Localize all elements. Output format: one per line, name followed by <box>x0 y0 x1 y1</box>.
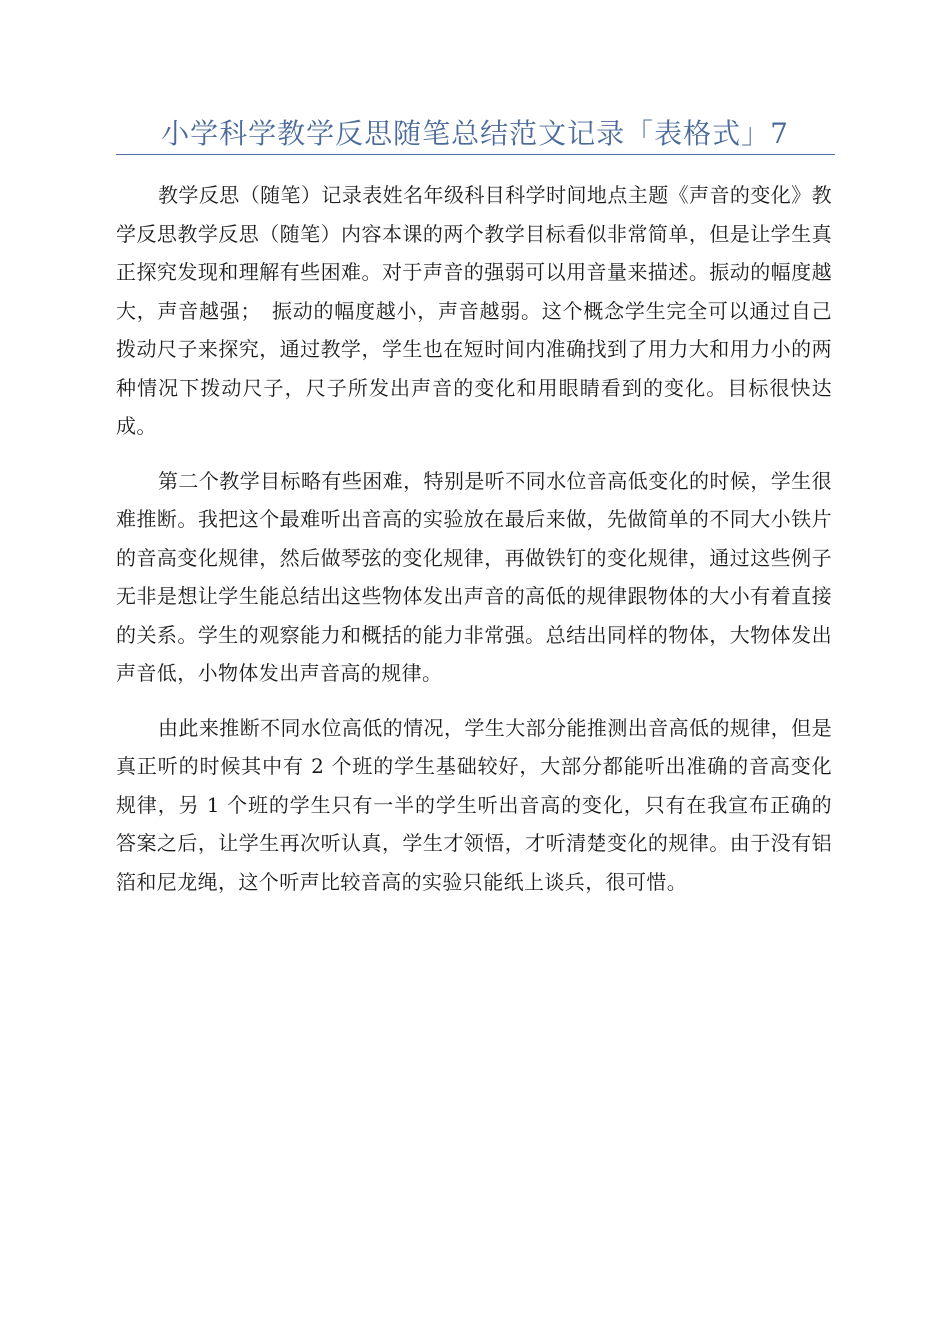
paragraph-3: 由此来推断不同水位高低的情况，学生大部分能推测出音高低的规律，但是真正听的时候其中有 2 个班的学生基础较好，大部分都能听出准确的音高变化规律，另 1 个班的学生只有一半的学生听出音高的变化，只有在我宣布正确的答案之后，让学生再次听认真，学生才领悟，才听清楚变化的规律。由于没有铝箔和尼龙绳，这个听声比较音高的实验只能纸上谈兵，很可惜。 <box>116 715 832 894</box>
paragraph-1: 教学反思（随笔）记录表姓名年级科目科学时间地点主题《声音的变化》教学反思教学反思（随笔）内容本课的两个教学目标看似非常简单，但是让学生真正探究发现和理解有些困难。对于声音的强弱可以用音量来描述。振动的幅度越大，声音越强； 振动的幅度越小，声音越弱。这个概念学生完全可以通过自己拨动尺子来探究，通过教学，学生也在短时间内准确找到了用力大和用力小的两种情况下拨动尺子，尺子所发出声音的变化和用眼睛看到的变化。目标很快达成。 <box>116 183 832 438</box>
title-underline <box>116 154 835 155</box>
document-body <box>116 176 832 917</box>
paragraph-2: 第二个教学目标略有些困难，特别是听不同水位音高低变化的时候，学生很难推断。我把这个最难听出音高的实验放在最后来做，先做简单的不同大小铁片的音高变化规律，然后做琴弦的变化规律，再做铁钉的变化规律，通过这些例子无非是想让学生能总结出这些物体发出声音的高低的规律跟物体的大小有着直接的关系。学生的观察能力和概括的能力非常强。总结出同样的物体，大物体发出声音低，小物体发出声音高的规律。 <box>116 468 832 685</box>
document-title: 小学科学教学反思随笔总结范文记录「表格式」7 <box>161 117 789 150</box>
